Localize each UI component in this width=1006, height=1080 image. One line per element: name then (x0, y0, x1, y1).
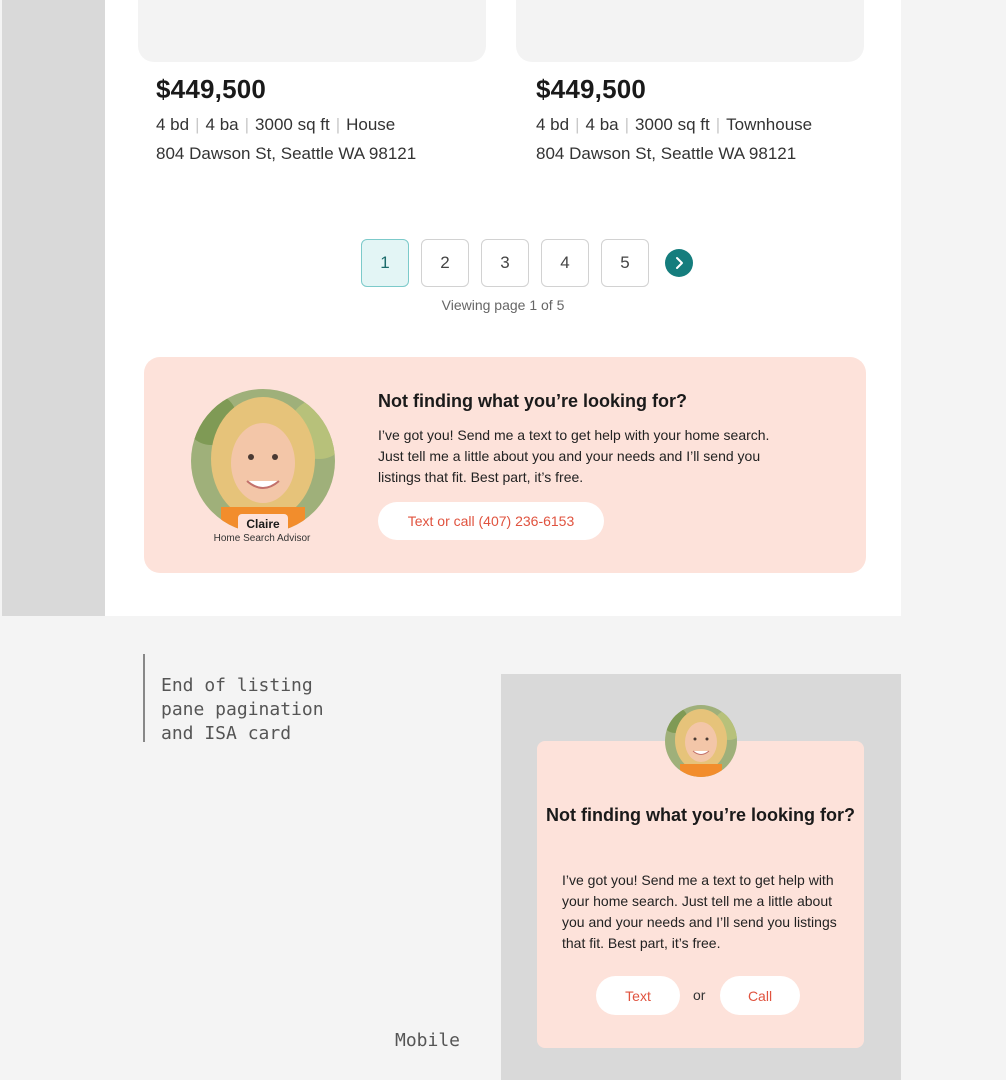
advisor-avatar (191, 389, 335, 533)
advisor-photo (665, 705, 737, 777)
mobile-isa-card (537, 741, 864, 1048)
pagination-status: Viewing page 1 of 5 (441, 297, 565, 313)
listing-sqft: 3000 sq ft (635, 115, 710, 134)
spec-divider: | (195, 115, 200, 134)
listing-photo[interactable] (138, 0, 486, 62)
isa-card (144, 357, 866, 573)
next-page-button[interactable] (665, 249, 693, 277)
listing-specs (156, 115, 395, 135)
spec-divider: | (624, 115, 630, 134)
spec-divider: | (244, 115, 250, 134)
page-button-4[interactable]: 4 (541, 239, 589, 287)
isa-title: Not finding what you’re looking for? (378, 391, 687, 411)
mobile-isa-body: I’ve got you! Send me a text to get help with your home search. Just tell me a little about you and your needs and I’ll send you listings that fit. Best part, it’s free. (562, 872, 837, 951)
listing-baths: 4 ba (585, 115, 619, 134)
listing-price[interactable]: $449,500 (536, 74, 647, 104)
advisor-role: Home Search Advisor (213, 533, 311, 544)
listing-address: 804 Dawson St, Seattle WA 98121 (536, 144, 797, 163)
listing-specs (536, 115, 812, 135)
annotation-note: End of listing pane pagination and ISA card (161, 675, 324, 744)
spec-divider: | (715, 115, 721, 134)
text-button[interactable]: Text (596, 976, 680, 1015)
mobile-frame (501, 674, 901, 1080)
listing-type: House (346, 115, 396, 134)
listing-sqft: 3000 sq ft (255, 115, 330, 134)
listing-type: Townhouse (726, 115, 813, 134)
mobile-isa-title: Not finding what you’re looking for? (546, 805, 855, 825)
page-button-2[interactable]: 2 (421, 239, 469, 287)
listing-photo[interactable] (516, 0, 864, 62)
annotation-line (143, 654, 145, 742)
spec-divider: | (335, 115, 341, 134)
page-button-3[interactable]: 3 (481, 239, 529, 287)
listing-address: 804 Dawson St, Seattle WA 98121 (156, 144, 417, 163)
listing-baths: 4 ba (205, 115, 239, 134)
mobile-label: Mobile (395, 1030, 461, 1051)
listing-beds: 4 bd (536, 115, 570, 134)
page-button-1[interactable]: 1 (361, 239, 409, 287)
or-label: or (693, 987, 706, 1003)
listing-beds: 4 bd (156, 115, 190, 134)
spec-divider: | (575, 115, 580, 134)
call-button[interactable]: Call (720, 976, 800, 1015)
chevron-right-icon (672, 256, 686, 270)
advisor-name: Claire (238, 514, 288, 534)
page-button-5[interactable]: 5 (601, 239, 649, 287)
mobile-advisor-avatar (665, 705, 737, 777)
isa-body: I’ve got you! Send me a text to get help with your home search. Just tell me a little about you and your needs and I’ll send you listings that fit. Best part, it’s free. (378, 427, 770, 485)
text-or-call-button[interactable]: Text or call (407) 236-6153 (378, 502, 604, 540)
listing-price[interactable]: $449,500 (156, 74, 267, 104)
advisor-photo (191, 389, 335, 533)
